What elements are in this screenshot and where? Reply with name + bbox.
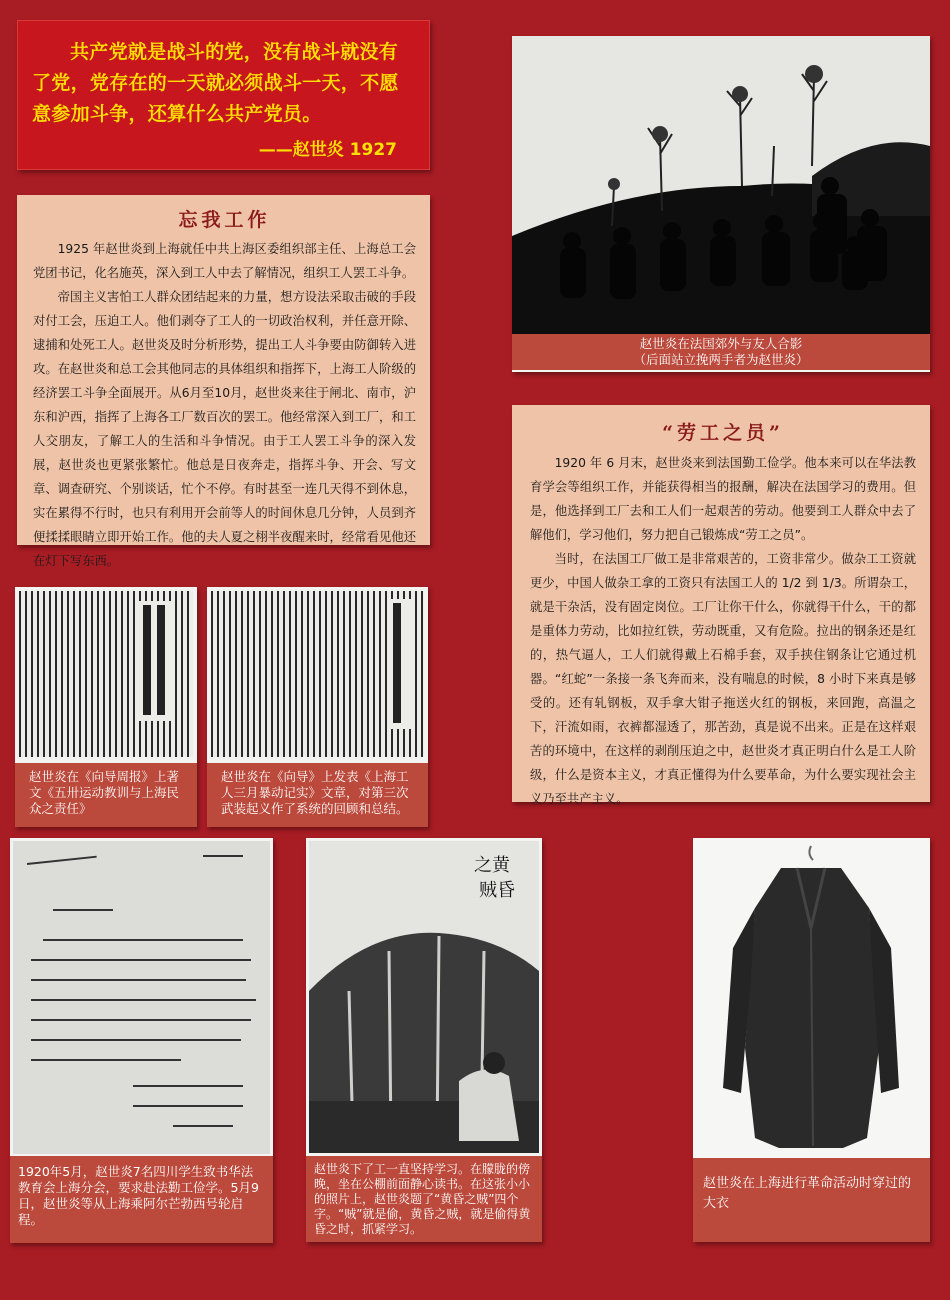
letter-image — [13, 841, 270, 1154]
section-work-title: 忘我工作 — [178, 209, 271, 231]
photo-study-frame — [306, 838, 542, 1242]
photo-group-caption-line1: 赵世炎在法国郊外与友人合影 — [639, 336, 803, 351]
newspaper-weekly-image — [19, 591, 193, 757]
photo-weekly-frame — [15, 587, 197, 827]
section-work-panel — [17, 195, 430, 568]
photo-guide-frame — [207, 587, 428, 827]
newspaper-guide-image — [211, 591, 424, 757]
section-labor-para-2: 当时，在法国工厂做工是非常艰苦的，工资非常少。做杂工工资就更少，中国人做杂工拿的工资只有法国工人的 1/2 到 1/3。所谓杂工，就是干杂活，没有固定岗位。工厂让你干什么，你就得干什么，干的都是重体力劳动，比如拉红铁，劳动既重，又有危险。拉出的钢条还是红的，热气逼人，工人们就得戴上石棉手套，双手挟住钢条让它通过机器。“红蛇”一条接一条飞奔而来，没有喘息的时候，8 小时下来真是够受的。还有轧钢板，双手拿大钳子拖送火红的钢板，来回跑，高温之下，汗流如雨，衣裤都湿透了，那苦劲，真是说不出来。正是在这样艰苦的环境中，在这样的剥削压迫之中，赵世炎才真正明白什么是工人阶级，什么是资本主义，才真正懂得为什么要革命，为什么要实现社会主义乃至共产主义。 — [530, 552, 916, 806]
photo-coat-caption: 赵世炎在上海进行革命活动时穿过的大衣 — [703, 1176, 912, 1211]
photo-group-caption-line2: （后面站立挽两手者为赵世炎） — [633, 352, 809, 367]
section-work-para-2: 帝国主义害怕工人群众团结起来的力量，想方设法采取击破的手段对付工会，压迫工人。他们剥夺了工人的一切政治权利，并任意开除、逮捕和处死工人。赵世炎及时分析形势，提出工人斗争要由防御转入进攻。在赵世炎和总工会其他同志的具体组织和指挥下，上海工人阶级的经济罢工斗争全面展开。从6月至10月，赵世炎来往于闸北、南市，沪东和沪西，指挥了上海各工厂数百次的罢工。他经常深入到工厂，和工人交朋友，了解工人的生活和斗争情况。由于工人罢工斗争的深入发展，赵世炎也更紧张繁忙。他总是日夜奔走，指挥斗争、开会、写文章、调查研究、个别谈话，忙个不停。有时甚至一连几天得不到休息，实在累得不行时，也只有利用开会前等人的时间休息几分钟，人员到齐便揉揉眼睛立即开始工作。他的夫人夏之栩半夜醒来时，经常看见他还在灯下写东西。 — [33, 290, 416, 568]
quote-box — [17, 20, 430, 170]
photo-coat-caption-area — [693, 1158, 930, 1242]
section-labor-panel — [512, 405, 930, 806]
section-labor-title: “劳工之员” — [662, 422, 784, 444]
section-labor-para-1: 1920 年 6 月末，赵世炎来到法国勤工俭学。他本来可以在华法教育学会等组织工作，并能获得相当的报酬，解决在法国学习的费用。但是，他选择到工厂去和工人们一起艰苦的劳动。他要到工人群众中去了解他们，学习他们，努力把自己锻炼成“劳工之员”。 — [530, 456, 916, 542]
photo-guide-caption: 赵世炎在《向导》上发表《上海工人三月暴动记实》文章，对第三次武装起义作了系统的回顾和总结。 — [207, 763, 428, 827]
quote-author: ——赵世炎 1927 — [258, 140, 397, 160]
photo-group-caption — [512, 334, 930, 370]
photo-weekly-caption: 赵世炎在《向导周报》上著文《五卅运动教训与上海民众之责任》 — [15, 763, 197, 827]
svg-text:贼昏: 贼昏 — [479, 880, 515, 901]
photo-letter-frame — [10, 838, 273, 1243]
photo-letter-caption: 1920年5月，赵世炎7名四川学生致书华法教育会上海分会，要求赴法勤工俭学。5月9日，赵世炎等从上海乘阿尔芒勃西号轮启程。 — [10, 1156, 273, 1243]
photo-group-frame — [512, 36, 930, 372]
coat-photo-image — [693, 838, 930, 1158]
study-photo-image — [309, 841, 539, 1153]
quote-text: 共产党就是战斗的党，没有战斗就没有了党，党存在的一天就必须战斗一天，不愿意参加斗争，还算什么共产党员。 — [32, 41, 399, 125]
photo-study-caption: 赵世炎下了工一直坚持学习。在朦胧的傍晚，坐在公棚前面静心读书。在这张小小的照片上，赵世炎题了“黄昏之贼”四个字。“贼”就是偷，黄昏之贼，就是偷得黄昏之时，抓紧学习。 — [306, 1156, 542, 1242]
section-work-para-1: 1925 年赵世炎到上海就任中共上海区委组织部主任、上海总工会党团书记，化名施英，深入到工人中去了解情况，组织工人罢工斗争。 — [33, 242, 416, 280]
svg-text:之黄: 之黄 — [474, 855, 510, 876]
group-photo-image — [512, 36, 930, 336]
photo-coat-frame — [693, 838, 930, 1242]
